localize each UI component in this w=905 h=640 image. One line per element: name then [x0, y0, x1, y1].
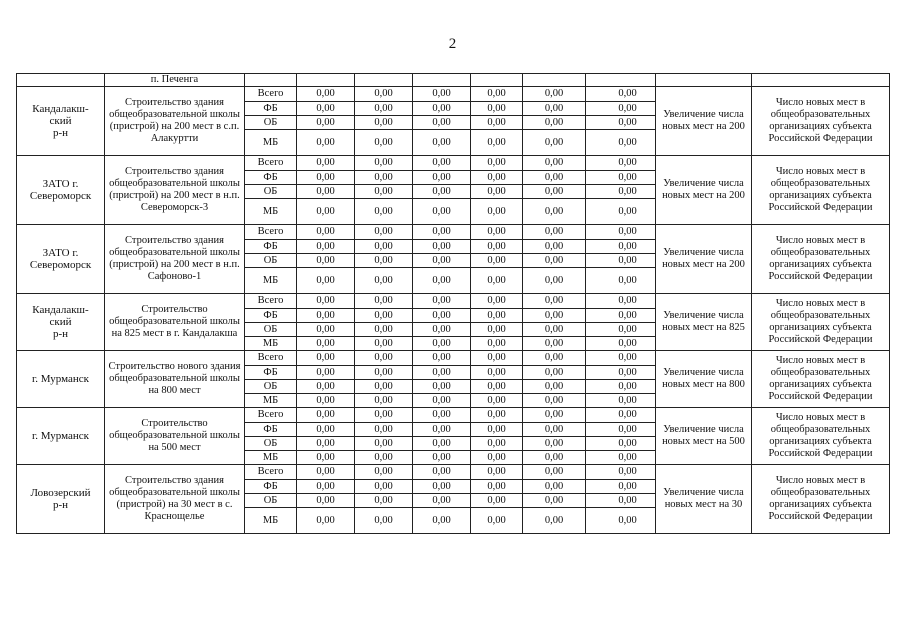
amount-cell: 0,00: [297, 423, 355, 437]
amount-cell: 0,00: [586, 309, 656, 323]
amount-cell: 0,00: [586, 494, 656, 508]
amount-cell: 0,00: [523, 437, 586, 451]
amount-cell: 0,00: [355, 102, 413, 116]
amount-cell: 0,00: [586, 408, 656, 423]
amount-cell: 0,00: [413, 366, 471, 380]
budget-level-cell: Всего: [245, 87, 297, 102]
amount-cell: 0,00: [297, 171, 355, 185]
amount-cell: 0,00: [586, 394, 656, 408]
amount-cell: 0,00: [297, 156, 355, 171]
amount-cell: 0,00: [355, 309, 413, 323]
amount-cell: 0,00: [355, 508, 413, 534]
amount-cell: 0,00: [413, 408, 471, 423]
amount-cell: 0,00: [523, 337, 586, 351]
amount-cell: 0,00: [355, 323, 413, 337]
budget-level-cell: Всего: [245, 225, 297, 240]
amount-cell: 0,00: [413, 254, 471, 268]
budget-level-cell: Всего: [245, 351, 297, 366]
amount-cell: 0,00: [355, 465, 413, 480]
amount-cell: 0,00: [586, 508, 656, 534]
amount-cell: 0,00: [523, 380, 586, 394]
budget-level-cell: ОБ: [245, 494, 297, 508]
indicator-cell: Число новых мест в общеобразовательных организациях субъекта Российской Федерации: [752, 87, 890, 156]
amount-cell: 0,00: [413, 480, 471, 494]
result-cell: Увеличение числа новых мест на 200: [656, 87, 752, 156]
amount-cell: 0,00: [413, 225, 471, 240]
result-cell: Увеличение числа новых мест на 200: [656, 156, 752, 225]
project-cell: Строительство общеобразовательной школы на 500 мест: [105, 408, 245, 465]
budget-level-cell: ОБ: [245, 116, 297, 130]
amount-cell: 0,00: [471, 225, 523, 240]
budget-level-cell: ОБ: [245, 437, 297, 451]
amount-cell: 0,00: [355, 294, 413, 309]
municipality-cell: Ловозерский р-н: [17, 465, 105, 534]
header-cell: [245, 74, 297, 87]
amount-cell: 0,00: [297, 366, 355, 380]
amount-cell: 0,00: [586, 156, 656, 171]
municipality-cell: Кандалакш- ский р-н: [17, 87, 105, 156]
indicator-cell: Число новых мест в общеобразовательных организациях субъекта Российской Федерации: [752, 465, 890, 534]
amount-cell: 0,00: [523, 423, 586, 437]
indicator-cell: Число новых мест в общеобразовательных организациях субъекта Российской Федерации: [752, 408, 890, 465]
amount-cell: 0,00: [523, 171, 586, 185]
indicator-cell: Число новых мест в общеобразовательных организациях субъекта Российской Федерации: [752, 225, 890, 294]
table-row: [17, 87, 890, 102]
amount-cell: 0,00: [297, 185, 355, 199]
amount-cell: 0,00: [586, 268, 656, 294]
amount-cell: 0,00: [523, 268, 586, 294]
amount-cell: 0,00: [297, 380, 355, 394]
amount-cell: 0,00: [413, 465, 471, 480]
amount-cell: 0,00: [471, 199, 523, 225]
amount-cell: 0,00: [523, 225, 586, 240]
amount-cell: 0,00: [297, 480, 355, 494]
amount-cell: 0,00: [523, 480, 586, 494]
amount-cell: 0,00: [297, 323, 355, 337]
amount-cell: 0,00: [523, 508, 586, 534]
amount-cell: 0,00: [355, 337, 413, 351]
result-cell: Увеличение числа новых мест на 500: [656, 408, 752, 465]
amount-cell: 0,00: [586, 451, 656, 465]
amount-cell: 0,00: [523, 351, 586, 366]
amount-cell: 0,00: [413, 508, 471, 534]
amount-cell: 0,00: [413, 102, 471, 116]
amount-cell: 0,00: [355, 199, 413, 225]
amount-cell: 0,00: [586, 480, 656, 494]
amount-cell: 0,00: [355, 494, 413, 508]
amount-cell: 0,00: [297, 437, 355, 451]
amount-cell: 0,00: [413, 171, 471, 185]
budget-level-cell: МБ: [245, 451, 297, 465]
amount-cell: 0,00: [471, 323, 523, 337]
project-cell: Строительство здания общеобразовательной школы (пристрой) на 200 мест в с.п. Алакуртти: [105, 87, 245, 156]
budget-level-cell: МБ: [245, 508, 297, 534]
amount-cell: 0,00: [471, 102, 523, 116]
municipality-cell: ЗАТО г. Североморск: [17, 156, 105, 225]
amount-cell: 0,00: [586, 171, 656, 185]
amount-cell: 0,00: [297, 116, 355, 130]
amount-cell: 0,00: [471, 87, 523, 102]
amount-cell: 0,00: [355, 156, 413, 171]
header-cell: [17, 74, 105, 87]
amount-cell: 0,00: [297, 337, 355, 351]
amount-cell: 0,00: [471, 494, 523, 508]
budget-level-cell: ФБ: [245, 366, 297, 380]
amount-cell: 0,00: [471, 116, 523, 130]
amount-cell: 0,00: [523, 199, 586, 225]
amount-cell: 0,00: [355, 240, 413, 254]
municipality-cell: ЗАТО г. Североморск: [17, 225, 105, 294]
budget-level-cell: ФБ: [245, 240, 297, 254]
header-cell: [752, 74, 890, 87]
amount-cell: 0,00: [523, 408, 586, 423]
municipality-cell: Кандалакш- ский р-н: [17, 294, 105, 351]
amount-cell: 0,00: [471, 408, 523, 423]
header-cell: [586, 74, 656, 87]
amount-cell: 0,00: [586, 102, 656, 116]
amount-cell: 0,00: [523, 309, 586, 323]
budget-level-cell: ФБ: [245, 480, 297, 494]
budget-level-cell: МБ: [245, 268, 297, 294]
amount-cell: 0,00: [586, 437, 656, 451]
budget-level-cell: ОБ: [245, 380, 297, 394]
budget-level-cell: ФБ: [245, 171, 297, 185]
amount-cell: 0,00: [471, 185, 523, 199]
amount-cell: 0,00: [523, 87, 586, 102]
amount-cell: 0,00: [413, 437, 471, 451]
table-row: [17, 156, 890, 171]
indicator-cell: Число новых мест в общеобразовательных организациях субъекта Российской Федерации: [752, 294, 890, 351]
result-cell: Увеличение числа новых мест на 30: [656, 465, 752, 534]
amount-cell: 0,00: [413, 423, 471, 437]
amount-cell: 0,00: [523, 102, 586, 116]
amount-cell: 0,00: [413, 116, 471, 130]
amount-cell: 0,00: [413, 451, 471, 465]
amount-cell: 0,00: [523, 156, 586, 171]
amount-cell: 0,00: [355, 254, 413, 268]
amount-cell: 0,00: [523, 394, 586, 408]
project-cell: Строительство общеобразовательной школы на 825 мест в г. Кандалакша: [105, 294, 245, 351]
amount-cell: 0,00: [297, 394, 355, 408]
amount-cell: 0,00: [471, 480, 523, 494]
budget-level-cell: ОБ: [245, 323, 297, 337]
amount-cell: 0,00: [523, 465, 586, 480]
amount-cell: 0,00: [471, 268, 523, 294]
program-table: [16, 73, 890, 534]
amount-cell: 0,00: [586, 380, 656, 394]
header-cell: [297, 74, 355, 87]
amount-cell: 0,00: [471, 465, 523, 480]
result-cell: Увеличение числа новых мест на 200: [656, 225, 752, 294]
amount-cell: 0,00: [355, 171, 413, 185]
municipality-cell: г. Мурманск: [17, 351, 105, 408]
header-cell: [413, 74, 471, 87]
budget-level-cell: ОБ: [245, 185, 297, 199]
amount-cell: 0,00: [297, 351, 355, 366]
amount-cell: 0,00: [297, 465, 355, 480]
amount-cell: 0,00: [471, 294, 523, 309]
amount-cell: 0,00: [297, 87, 355, 102]
amount-cell: 0,00: [355, 87, 413, 102]
amount-cell: 0,00: [355, 225, 413, 240]
amount-cell: 0,00: [471, 337, 523, 351]
amount-cell: 0,00: [523, 130, 586, 156]
amount-cell: 0,00: [413, 199, 471, 225]
amount-cell: 0,00: [355, 185, 413, 199]
amount-cell: 0,00: [413, 268, 471, 294]
amount-cell: 0,00: [523, 254, 586, 268]
amount-cell: 0,00: [586, 199, 656, 225]
header-row: [17, 74, 890, 87]
amount-cell: 0,00: [355, 366, 413, 380]
amount-cell: 0,00: [355, 408, 413, 423]
amount-cell: 0,00: [586, 225, 656, 240]
amount-cell: 0,00: [471, 156, 523, 171]
budget-level-cell: ФБ: [245, 309, 297, 323]
project-cell: Строительство здания общеобразовательной школы (пристрой) на 200 мест в н.п. Североморск-3: [105, 156, 245, 225]
amount-cell: 0,00: [523, 451, 586, 465]
amount-cell: 0,00: [471, 508, 523, 534]
amount-cell: 0,00: [586, 465, 656, 480]
amount-cell: 0,00: [413, 87, 471, 102]
amount-cell: 0,00: [471, 171, 523, 185]
amount-cell: 0,00: [297, 268, 355, 294]
amount-cell: 0,00: [297, 240, 355, 254]
header-cell: [355, 74, 413, 87]
amount-cell: 0,00: [297, 130, 355, 156]
amount-cell: 0,00: [355, 130, 413, 156]
amount-cell: 0,00: [413, 294, 471, 309]
amount-cell: 0,00: [297, 102, 355, 116]
header-cell: [523, 74, 586, 87]
amount-cell: 0,00: [523, 240, 586, 254]
budget-level-cell: ФБ: [245, 102, 297, 116]
amount-cell: 0,00: [355, 437, 413, 451]
amount-cell: 0,00: [471, 394, 523, 408]
budget-level-cell: МБ: [245, 337, 297, 351]
budget-level-cell: Всего: [245, 408, 297, 423]
table-row: [17, 465, 890, 480]
amount-cell: 0,00: [471, 451, 523, 465]
indicator-cell: Число новых мест в общеобразовательных организациях субъекта Российской Федерации: [752, 156, 890, 225]
amount-cell: 0,00: [413, 380, 471, 394]
amount-cell: 0,00: [413, 351, 471, 366]
table-row: [17, 225, 890, 240]
amount-cell: 0,00: [297, 451, 355, 465]
amount-cell: 0,00: [586, 323, 656, 337]
amount-cell: 0,00: [297, 199, 355, 225]
amount-cell: 0,00: [413, 156, 471, 171]
amount-cell: 0,00: [297, 408, 355, 423]
indicator-cell: Число новых мест в общеобразовательных организациях субъекта Российской Федерации: [752, 351, 890, 408]
amount-cell: 0,00: [297, 294, 355, 309]
amount-cell: 0,00: [586, 116, 656, 130]
budget-level-cell: ОБ: [245, 254, 297, 268]
amount-cell: 0,00: [355, 480, 413, 494]
amount-cell: 0,00: [523, 116, 586, 130]
amount-cell: 0,00: [413, 309, 471, 323]
amount-cell: 0,00: [471, 380, 523, 394]
amount-cell: 0,00: [413, 130, 471, 156]
amount-cell: 0,00: [586, 351, 656, 366]
municipality-cell: г. Мурманск: [17, 408, 105, 465]
amount-cell: 0,00: [297, 225, 355, 240]
amount-cell: 0,00: [355, 351, 413, 366]
amount-cell: 0,00: [586, 423, 656, 437]
amount-cell: 0,00: [471, 351, 523, 366]
budget-level-cell: ФБ: [245, 423, 297, 437]
amount-cell: 0,00: [523, 366, 586, 380]
budget-level-cell: Всего: [245, 156, 297, 171]
amount-cell: 0,00: [471, 309, 523, 323]
budget-level-cell: Всего: [245, 294, 297, 309]
table-row: [17, 408, 890, 423]
amount-cell: 0,00: [471, 240, 523, 254]
amount-cell: 0,00: [586, 130, 656, 156]
amount-cell: 0,00: [413, 240, 471, 254]
budget-level-cell: Всего: [245, 465, 297, 480]
amount-cell: 0,00: [586, 294, 656, 309]
amount-cell: 0,00: [355, 268, 413, 294]
amount-cell: 0,00: [586, 87, 656, 102]
project-cell: Строительство здания общеобразовательной школы (пристрой) на 200 мест в н.п. Сафоново-1: [105, 225, 245, 294]
header-project: п. Печенга: [105, 74, 245, 87]
header-cell: [656, 74, 752, 87]
project-cell: Строительство здания общеобразовательной школы (пристрой) на 30 мест в с. Краснощелье: [105, 465, 245, 534]
amount-cell: 0,00: [586, 254, 656, 268]
table-row: [17, 294, 890, 309]
amount-cell: 0,00: [523, 294, 586, 309]
amount-cell: 0,00: [586, 185, 656, 199]
table-row: [17, 351, 890, 366]
amount-cell: 0,00: [471, 423, 523, 437]
amount-cell: 0,00: [586, 366, 656, 380]
amount-cell: 0,00: [413, 323, 471, 337]
amount-cell: 0,00: [355, 116, 413, 130]
amount-cell: 0,00: [586, 337, 656, 351]
amount-cell: 0,00: [355, 380, 413, 394]
amount-cell: 0,00: [471, 254, 523, 268]
amount-cell: 0,00: [413, 337, 471, 351]
amount-cell: 0,00: [355, 423, 413, 437]
result-cell: Увеличение числа новых мест на 825: [656, 294, 752, 351]
amount-cell: 0,00: [523, 494, 586, 508]
amount-cell: 0,00: [355, 451, 413, 465]
amount-cell: 0,00: [355, 394, 413, 408]
amount-cell: 0,00: [297, 508, 355, 534]
budget-level-cell: МБ: [245, 130, 297, 156]
amount-cell: 0,00: [523, 185, 586, 199]
amount-cell: 0,00: [523, 323, 586, 337]
amount-cell: 0,00: [471, 437, 523, 451]
amount-cell: 0,00: [586, 240, 656, 254]
amount-cell: 0,00: [297, 494, 355, 508]
result-cell: Увеличение числа новых мест на 800: [656, 351, 752, 408]
amount-cell: 0,00: [471, 130, 523, 156]
budget-level-cell: МБ: [245, 394, 297, 408]
amount-cell: 0,00: [413, 494, 471, 508]
page-number: 2: [448, 36, 457, 52]
amount-cell: 0,00: [413, 185, 471, 199]
header-cell: [471, 74, 523, 87]
amount-cell: 0,00: [297, 254, 355, 268]
amount-cell: 0,00: [471, 366, 523, 380]
project-cell: Строительство нового здания общеобразовательной школы на 800 мест: [105, 351, 245, 408]
budget-level-cell: МБ: [245, 199, 297, 225]
amount-cell: 0,00: [413, 394, 471, 408]
amount-cell: 0,00: [297, 309, 355, 323]
